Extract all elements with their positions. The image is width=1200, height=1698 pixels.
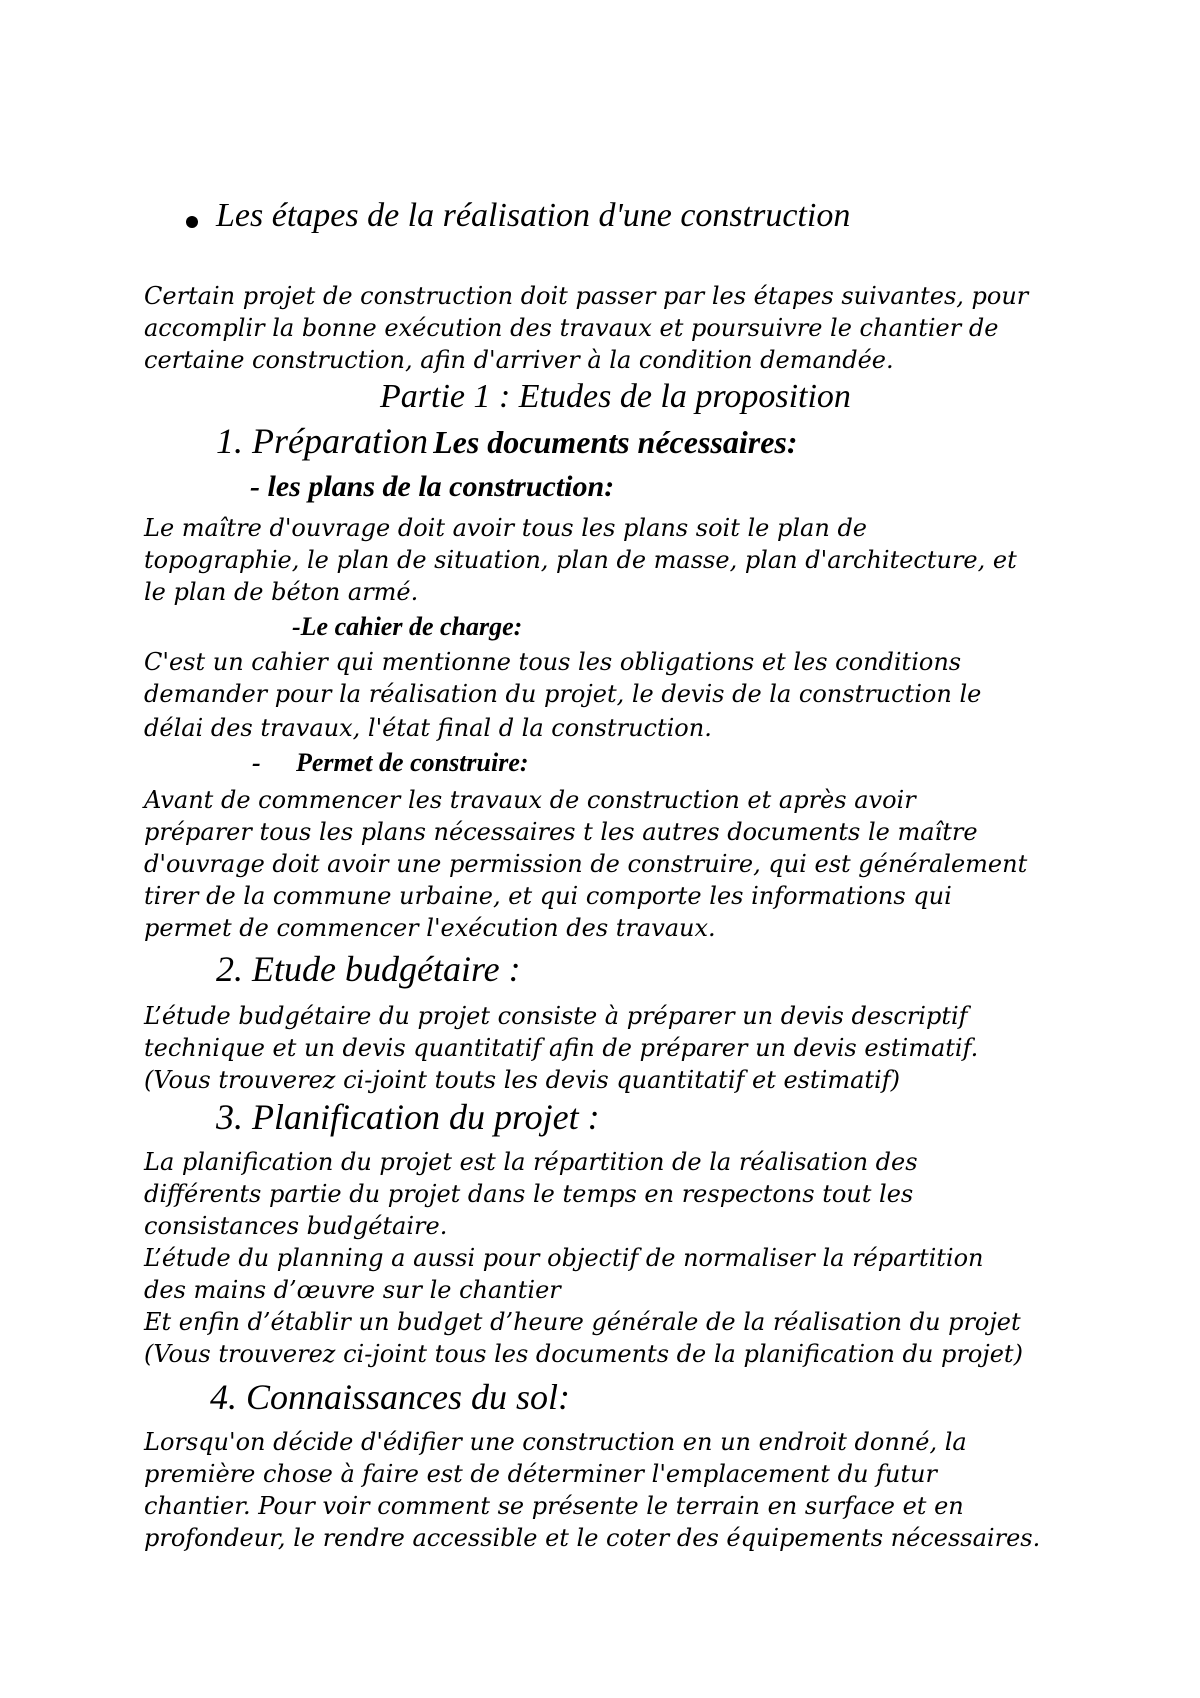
planning-line: (Vous trouverez ci-joint tous les documents de la planification du projet) [144, 1340, 1023, 1368]
plans-line: topographie, le plan de situation, plan de masse, plan d'architecture, et [144, 546, 1017, 574]
sol-line: chantier. Pour voir comment se présente le terrain en surface et en [144, 1492, 964, 1520]
intro-line: certaine construction, afin d'arriver à la condition demandée. [144, 346, 894, 374]
sol-line: Lorsqu'on décide d'édifier une construction en un endroit donné, la [144, 1428, 967, 1456]
section-2-heading: 2. Etude budgétaire : [216, 949, 521, 989]
planning-line: La planification du projet est la répartition de la réalisation des [144, 1148, 918, 1176]
section-1-subtitle: Les documents nécessaires: [433, 424, 798, 460]
cahier-line: demander pour la réalisation du projet, le devis de la construction le [144, 680, 982, 708]
plans-line: le plan de béton armé. [144, 578, 419, 606]
budget-line: L’étude budgétaire du projet consiste à préparer un devis descriptif [144, 1002, 968, 1030]
budget-line: (Vous trouverez ci-joint touts les devis quantitatif et estimatif) [144, 1066, 900, 1094]
intro-line: accomplir la bonne exécution des travaux et poursuivre le chantier de [144, 314, 999, 342]
section-4-heading: 4. Connaissances du sol: [210, 1377, 570, 1417]
permis-line: d'ouvrage doit avoir une permission de construire, qui est généralement [144, 850, 1028, 878]
bullet-icon [186, 216, 198, 228]
page-title: Les étapes de la réalisation d'une construction [216, 197, 851, 234]
sub-heading-dash: - [252, 748, 261, 777]
section-1-heading [216, 420, 798, 462]
planning-line: L’étude du planning a aussi pour objectif de normaliser la répartition [144, 1244, 984, 1272]
planning-line: différents partie du projet dans le temps en respectons tout les [144, 1180, 914, 1208]
cahier-line: délai des travaux, l'état final d la construction. [144, 714, 712, 742]
plans-line: Le maître d'ouvrage doit avoir tous les plans soit le plan de [144, 514, 868, 542]
permis-line: tirer de la commune urbaine, et qui comporte les informations qui [144, 882, 952, 910]
permis-line: Avant de commencer les travaux de construction et après avoir [144, 786, 916, 814]
sub-heading-plans: - les plans de la construction: [250, 470, 615, 503]
sol-line: profondeur, le rendre accessible et le coter des équipements nécessaires. [144, 1524, 1041, 1552]
section-3-heading: 3. Planification du projet : [216, 1097, 600, 1137]
sub-heading-cahier: -Le cahier de charge: [292, 612, 523, 641]
sub-heading-permis: Permet de construire: [296, 748, 529, 777]
cahier-line: C'est un cahier qui mentionne tous les obligations et les conditions [144, 648, 962, 676]
planning-line: des mains d’œuvre sur le chantier [144, 1276, 561, 1304]
permis-line: préparer tous les plans nécessaires t les autres documents le maître [144, 818, 978, 846]
budget-line: technique et un devis quantitatif afin de préparer un devis estimatif. [144, 1034, 979, 1062]
permis-line: permet de commencer l'exécution des travaux. [144, 914, 716, 942]
sol-line: première chose à faire est de déterminer l'emplacement du futur [144, 1460, 937, 1488]
planning-line: consistances budgétaire. [144, 1212, 448, 1240]
partie-heading: Partie 1 : Etudes de la proposition [380, 378, 851, 415]
section-1-number: 1. Préparation [216, 421, 428, 461]
intro-line: Certain projet de construction doit passer par les étapes suivantes, pour [144, 282, 1029, 310]
planning-line: Et enfin d’établir un budget d’heure générale de la réalisation du projet [144, 1308, 1021, 1336]
